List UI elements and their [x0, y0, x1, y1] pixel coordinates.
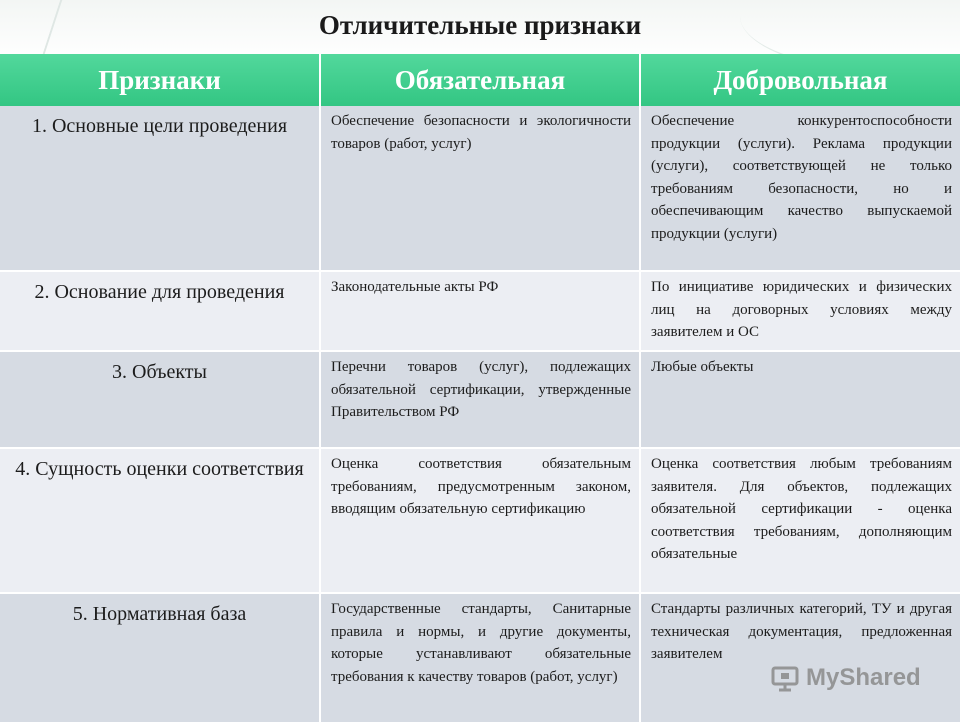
mandatory-cell: Государственные стандарты, Санитарные правила и нормы, и другие документы, которые устанавливают обязательные требования к качеству товаров (работ, услуг) [320, 593, 640, 723]
table-header-row [0, 54, 960, 106]
mandatory-cell: Оценка соответствия обязательным требованиям, предусмотренным законом, вводящим обязательную сертификацию [320, 448, 640, 593]
table-row [0, 448, 960, 593]
criterion-cell: 1. Основные цели проведения [0, 106, 320, 271]
mandatory-cell: Законодательные акты РФ [320, 271, 640, 351]
watermark-text: MyShared [806, 664, 921, 691]
mandatory-cell: Перечни товаров (услуг), подлежащих обязательной сертификации, утвержденные Правительством РФ [320, 351, 640, 448]
slide-title: Отличительные признаки [318, 10, 642, 40]
criterion-cell: 5. Нормативная база [0, 593, 320, 723]
mandatory-cell: Обеспечение безопасности и экологичности товаров (работ, услуг) [320, 106, 640, 271]
voluntary-cell: Стандарты различных категорий, ТУ и другая техническая документация, предложенная заявителем [640, 593, 960, 723]
criterion-cell: 3. Объекты [0, 351, 320, 448]
table-row [0, 593, 960, 723]
comparison-table [0, 54, 960, 724]
table-row [0, 106, 960, 271]
header-criteria: Признаки [0, 54, 320, 106]
voluntary-cell: Оценка соответствия любым требованиям заявителя. Для объектов, подлежащих обязательной сертификации - оценка соответствия требованиям, дополняющим обязательные [640, 448, 960, 593]
header-voluntary: Добровольная [640, 54, 960, 106]
table-row [0, 271, 960, 351]
criterion-cell: 4. Сущность оценки соответствия [0, 448, 320, 593]
criterion-cell: 2. Основание для проведения [0, 271, 320, 351]
table-row [0, 351, 960, 448]
voluntary-cell: По инициативе юридических и физических лиц на договорных условиях между заявителем и ОС [640, 271, 960, 351]
voluntary-cell: Обеспечение конкурентоспособности продукции (услуги). Реклама продукции (услуги), соответствующей не только требованиям безопасности, но и обеспечивающим качество выпускаемой продукции (услуги) [640, 106, 960, 271]
presentation-icon [770, 663, 800, 693]
header-mandatory: Обязательная [320, 54, 640, 106]
watermark [770, 660, 921, 696]
voluntary-cell: Любые объекты [640, 351, 960, 448]
